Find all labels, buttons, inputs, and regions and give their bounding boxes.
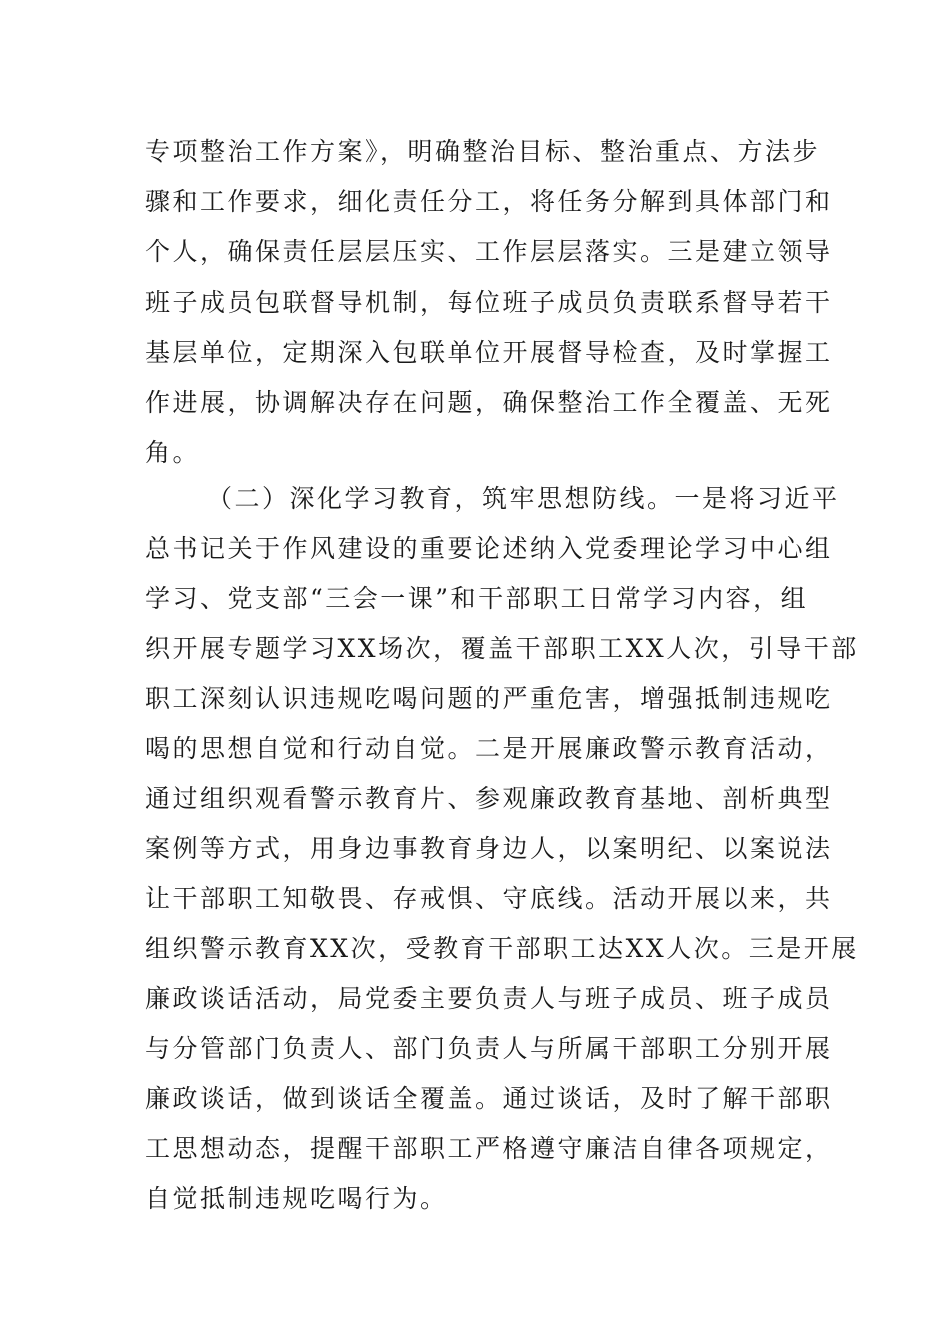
text-line: 个人，确保责任层层压实、工作层层落实。三是建立领导: [145, 237, 833, 266]
text-line: 廉政谈话，做到谈话全覆盖。通过谈话，及时了解干部职: [145, 1084, 833, 1113]
text-line: 织开展专题学习XX场次，覆盖干部职工XX人次，引导干部: [145, 634, 859, 663]
text-line: 让干部职工知敬畏、存戒惧、守底线。活动开展以来，共: [145, 884, 833, 913]
text-line: 职工深刻认识违规吃喝问题的严重危害，增强抵制违规吃: [145, 684, 833, 713]
text-line: 角。: [145, 438, 201, 467]
text-line: 班子成员包联督导机制，每位班子成员负责联系督导若干: [145, 288, 833, 317]
text-line: 基层单位，定期深入包联单位开展督导检查，及时掌握工: [145, 338, 833, 367]
text-line: 案例等方式，用身边事教育身边人，以案明纪、以案说法: [145, 834, 833, 863]
text-line: 喝的思想自觉和行动自觉。二是开展廉政警示教育活动，: [145, 734, 833, 763]
text-line: 通过组织观看警示教育片、参观廉政教育基地、剖析典型: [145, 784, 833, 813]
text-line: 骤和工作要求，细化责任分工，将任务分解到具体部门和: [145, 187, 833, 216]
text-line: 总书记关于作风建设的重要论述纳入党委理论学习中心组: [145, 534, 833, 563]
text-line: 自觉抵制违规吃喝行为。: [145, 1184, 448, 1213]
text-line: 与分管部门负责人、部门负责人与所属干部职工分别开展: [145, 1034, 833, 1063]
text-line: 工思想动态，提醒干部职工严格遵守廉洁自律各项规定，: [145, 1134, 833, 1163]
text-line: 廉政谈话活动，局党委主要负责人与班子成员、班子成员: [145, 984, 833, 1013]
section-heading-line: （二）深化学习教育，筑牢思想防线。一是将习近平: [207, 484, 840, 513]
text-line: 学习、党支部“三会一课”和干部职工日常学习内容，组: [145, 584, 809, 613]
text-line: 作进展，协调解决存在问题，确保整治工作全覆盖、无死: [145, 388, 833, 417]
text-line: 组织警示教育XX次，受教育干部职工达XX人次。三是开展: [145, 934, 859, 963]
text-line: 专项整治工作方案》，明确整治目标、整治重点、方法步: [145, 137, 821, 166]
